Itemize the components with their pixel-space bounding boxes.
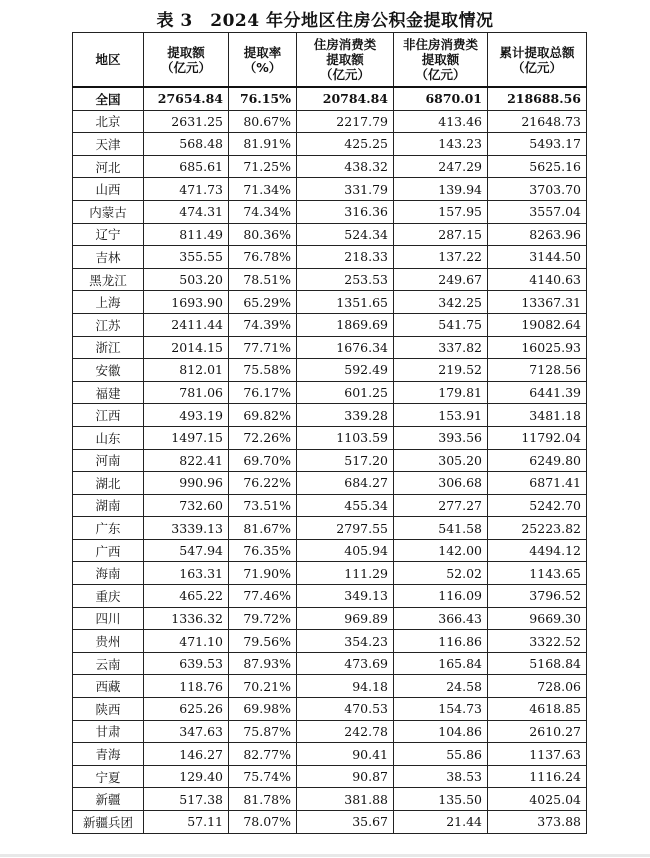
value-cell: 541.75 (394, 313, 488, 336)
value-cell: 990.96 (144, 472, 229, 495)
value-cell: 316.36 (297, 200, 394, 223)
value-cell: 6441.39 (488, 381, 587, 404)
table-row (73, 652, 587, 675)
value-cell: 2014.15 (144, 336, 229, 359)
value-cell: 69.98% (229, 698, 297, 721)
value-cell: 3144.50 (488, 246, 587, 269)
value-cell: 3796.52 (488, 585, 587, 608)
value-cell: 153.91 (394, 404, 488, 427)
value-cell: 24.58 (394, 675, 488, 698)
value-cell: 471.73 (144, 178, 229, 201)
value-cell: 470.53 (297, 698, 394, 721)
region-cell: 北京 (73, 110, 144, 133)
value-cell: 2797.55 (297, 517, 394, 540)
value-cell: 287.15 (394, 223, 488, 246)
table-row (73, 178, 587, 201)
value-cell: 165.84 (394, 652, 488, 675)
region-cell: 福建 (73, 381, 144, 404)
column-header (144, 33, 229, 88)
value-cell: 601.25 (297, 381, 394, 404)
column-header-line: 累计提取总额 (499, 44, 575, 60)
region-cell: 宁夏 (73, 765, 144, 788)
value-cell: 2631.25 (144, 110, 229, 133)
value-cell: 154.73 (394, 698, 488, 721)
region-cell: 贵州 (73, 630, 144, 653)
value-cell: 4025.04 (488, 788, 587, 811)
value-cell: 79.72% (229, 607, 297, 630)
value-cell: 87.93% (229, 652, 297, 675)
region-cell: 山西 (73, 178, 144, 201)
column-header-line: （亿元） (511, 59, 562, 75)
page-bottom-edge (0, 854, 650, 857)
value-cell: 116.09 (394, 585, 488, 608)
value-cell: 812.01 (144, 359, 229, 382)
value-cell: 2217.79 (297, 110, 394, 133)
region-cell: 甘肃 (73, 720, 144, 743)
table-row (73, 268, 587, 291)
region-cell: 全国 (73, 87, 144, 110)
region-cell: 天津 (73, 133, 144, 156)
value-cell: 78.07% (229, 811, 297, 834)
value-cell: 6871.41 (488, 472, 587, 495)
value-cell: 405.94 (297, 539, 394, 562)
region-cell: 重庆 (73, 585, 144, 608)
column-header-line: 非住房消费类 (402, 37, 478, 52)
value-cell: 438.32 (297, 155, 394, 178)
table-row (73, 788, 587, 811)
table-row (73, 200, 587, 223)
region-cell: 辽宁 (73, 223, 144, 246)
table-row (73, 404, 587, 427)
table-row (73, 675, 587, 698)
region-cell: 广西 (73, 539, 144, 562)
column-header-line: 地区 (95, 52, 121, 67)
value-cell: 1143.65 (488, 562, 587, 585)
value-cell: 157.95 (394, 200, 488, 223)
table-row (73, 449, 587, 472)
value-cell: 592.49 (297, 359, 394, 382)
value-cell: 55.86 (394, 743, 488, 766)
column-header (229, 33, 297, 88)
value-cell: 473.69 (297, 652, 394, 675)
value-cell: 1676.34 (297, 336, 394, 359)
region-cell: 湖北 (73, 472, 144, 495)
value-cell: 413.46 (394, 110, 488, 133)
value-cell: 1116.24 (488, 765, 587, 788)
value-cell: 219.52 (394, 359, 488, 382)
table-title: 表 3 2024 年分地区住房公积金提取情况 (156, 11, 494, 31)
value-cell: 5625.16 (488, 155, 587, 178)
region-cell: 吉林 (73, 246, 144, 269)
value-cell: 517.38 (144, 788, 229, 811)
value-cell: 81.91% (229, 133, 297, 156)
value-cell: 728.06 (488, 675, 587, 698)
value-cell: 71.90% (229, 562, 297, 585)
value-cell: 71.25% (229, 155, 297, 178)
column-header (488, 33, 587, 88)
value-cell: 1869.69 (297, 313, 394, 336)
value-cell: 94.18 (297, 675, 394, 698)
table-row (73, 110, 587, 133)
value-cell: 342.25 (394, 291, 488, 314)
value-cell: 142.00 (394, 539, 488, 562)
region-cell: 新疆 (73, 788, 144, 811)
table-row (73, 811, 587, 834)
value-cell: 72.26% (229, 426, 297, 449)
value-cell: 337.82 (394, 336, 488, 359)
table-row (73, 765, 587, 788)
region-cell: 江苏 (73, 313, 144, 336)
value-cell: 732.60 (144, 494, 229, 517)
value-cell: 79.56% (229, 630, 297, 653)
region-cell: 安徽 (73, 359, 144, 382)
column-header-line: 提取额 (167, 44, 205, 60)
table-row (73, 246, 587, 269)
region-cell: 四川 (73, 607, 144, 630)
value-cell: 77.71% (229, 336, 297, 359)
region-cell: 湖南 (73, 494, 144, 517)
region-cell: 河南 (73, 449, 144, 472)
table-row (73, 313, 587, 336)
value-cell: 21648.73 (488, 110, 587, 133)
value-cell: 474.31 (144, 200, 229, 223)
column-header-line: （亿元） (160, 59, 211, 75)
table-row (73, 517, 587, 540)
value-cell: 517.20 (297, 449, 394, 472)
value-cell: 4618.85 (488, 698, 587, 721)
region-cell: 青海 (73, 743, 144, 766)
national-total-row (73, 87, 587, 110)
value-cell: 373.88 (488, 811, 587, 834)
value-cell: 277.27 (394, 494, 488, 517)
value-cell: 547.94 (144, 539, 229, 562)
value-cell: 74.39% (229, 313, 297, 336)
value-cell: 69.82% (229, 404, 297, 427)
value-cell: 19082.64 (488, 313, 587, 336)
value-cell: 80.67% (229, 110, 297, 133)
value-cell: 349.13 (297, 585, 394, 608)
value-cell: 16025.93 (488, 336, 587, 359)
value-cell: 75.74% (229, 765, 297, 788)
value-cell: 249.67 (394, 268, 488, 291)
column-header-line: 提取额 (421, 52, 460, 67)
table-row (73, 698, 587, 721)
value-cell: 81.67% (229, 517, 297, 540)
value-cell: 305.20 (394, 449, 488, 472)
value-cell: 81.78% (229, 788, 297, 811)
region-cell: 广东 (73, 517, 144, 540)
table-row (73, 133, 587, 156)
region-cell: 黑龙江 (73, 268, 144, 291)
column-header-line: （亿元） (415, 67, 466, 82)
value-cell: 306.68 (394, 472, 488, 495)
value-cell: 568.48 (144, 133, 229, 156)
value-cell: 3481.18 (488, 404, 587, 427)
value-cell: 524.34 (297, 223, 394, 246)
value-cell: 393.56 (394, 426, 488, 449)
value-cell: 27654.84 (144, 87, 229, 110)
value-cell: 90.87 (297, 765, 394, 788)
value-cell: 179.81 (394, 381, 488, 404)
value-cell: 20784.84 (297, 87, 394, 110)
value-cell: 2610.27 (488, 720, 587, 743)
region-cell: 山东 (73, 426, 144, 449)
table-row (73, 381, 587, 404)
value-cell: 76.22% (229, 472, 297, 495)
value-cell: 146.27 (144, 743, 229, 766)
region-cell: 江西 (73, 404, 144, 427)
value-cell: 82.77% (229, 743, 297, 766)
column-header-line: 提取率 (243, 44, 282, 60)
table-row (73, 291, 587, 314)
value-cell: 1103.59 (297, 426, 394, 449)
value-cell: 74.34% (229, 200, 297, 223)
value-cell: 104.86 (394, 720, 488, 743)
value-cell: 639.53 (144, 652, 229, 675)
value-cell: 75.58% (229, 359, 297, 382)
value-cell: 425.25 (297, 133, 394, 156)
table-row (73, 336, 587, 359)
value-cell: 822.41 (144, 449, 229, 472)
region-cell: 新疆兵团 (73, 811, 144, 834)
value-cell: 1137.63 (488, 743, 587, 766)
table-row (73, 359, 587, 382)
value-cell: 2411.44 (144, 313, 229, 336)
region-cell: 云南 (73, 652, 144, 675)
value-cell: 781.06 (144, 381, 229, 404)
value-cell: 339.28 (297, 404, 394, 427)
value-cell: 65.29% (229, 291, 297, 314)
value-cell: 247.29 (394, 155, 488, 178)
value-cell: 73.51% (229, 494, 297, 517)
value-cell: 69.70% (229, 449, 297, 472)
value-cell: 9669.30 (488, 607, 587, 630)
value-cell: 218688.56 (488, 87, 587, 110)
value-cell: 77.46% (229, 585, 297, 608)
value-cell: 3703.70 (488, 178, 587, 201)
value-cell: 21.44 (394, 811, 488, 834)
value-cell: 7128.56 (488, 359, 587, 382)
table-row (73, 630, 587, 653)
value-cell: 75.87% (229, 720, 297, 743)
table-body (73, 87, 587, 833)
value-cell: 71.34% (229, 178, 297, 201)
region-cell: 河北 (73, 155, 144, 178)
value-cell: 143.23 (394, 133, 488, 156)
value-cell: 25223.82 (488, 517, 587, 540)
value-cell: 242.78 (297, 720, 394, 743)
value-cell: 471.10 (144, 630, 229, 653)
value-cell: 381.88 (297, 788, 394, 811)
value-cell: 503.20 (144, 268, 229, 291)
table-row (73, 472, 587, 495)
table-row (73, 426, 587, 449)
value-cell: 163.31 (144, 562, 229, 585)
value-cell: 218.33 (297, 246, 394, 269)
value-cell: 76.78% (229, 246, 297, 269)
value-cell: 5168.84 (488, 652, 587, 675)
value-cell: 969.89 (297, 607, 394, 630)
table-row (73, 743, 587, 766)
withdrawal-table (72, 32, 587, 834)
value-cell: 76.35% (229, 539, 297, 562)
value-cell: 455.34 (297, 494, 394, 517)
value-cell: 38.53 (394, 765, 488, 788)
value-cell: 129.40 (144, 765, 229, 788)
value-cell: 684.27 (297, 472, 394, 495)
value-cell: 35.67 (297, 811, 394, 834)
value-cell: 625.26 (144, 698, 229, 721)
column-header-line: （%） (243, 59, 282, 75)
value-cell: 4494.12 (488, 539, 587, 562)
region-cell: 西藏 (73, 675, 144, 698)
value-cell: 355.55 (144, 246, 229, 269)
value-cell: 1336.32 (144, 607, 229, 630)
value-cell: 6249.80 (488, 449, 587, 472)
value-cell: 139.94 (394, 178, 488, 201)
table-row (73, 494, 587, 517)
value-cell: 493.19 (144, 404, 229, 427)
value-cell: 685.61 (144, 155, 229, 178)
value-cell: 11792.04 (488, 426, 587, 449)
region-cell: 浙江 (73, 336, 144, 359)
value-cell: 5493.17 (488, 133, 587, 156)
column-header-line: （亿元） (319, 67, 370, 82)
value-cell: 76.15% (229, 87, 297, 110)
value-cell: 76.17% (229, 381, 297, 404)
region-cell: 内蒙古 (73, 200, 144, 223)
region-cell: 陕西 (73, 698, 144, 721)
value-cell: 347.63 (144, 720, 229, 743)
value-cell: 78.51% (229, 268, 297, 291)
table-row (73, 539, 587, 562)
value-cell: 3339.13 (144, 517, 229, 540)
column-header-line: 提取额 (326, 52, 364, 67)
value-cell: 6870.01 (394, 87, 488, 110)
value-cell: 5242.70 (488, 494, 587, 517)
value-cell: 90.41 (297, 743, 394, 766)
table-row (73, 720, 587, 743)
header-row (73, 33, 587, 88)
value-cell: 118.76 (144, 675, 229, 698)
value-cell: 3322.52 (488, 630, 587, 653)
value-cell: 253.53 (297, 268, 394, 291)
column-header (297, 33, 394, 88)
table-row (73, 607, 587, 630)
value-cell: 354.23 (297, 630, 394, 653)
value-cell: 465.22 (144, 585, 229, 608)
value-cell: 137.22 (394, 246, 488, 269)
value-cell: 1497.15 (144, 426, 229, 449)
column-header (73, 33, 144, 88)
value-cell: 811.49 (144, 223, 229, 246)
value-cell: 541.58 (394, 517, 488, 540)
value-cell: 116.86 (394, 630, 488, 653)
value-cell: 80.36% (229, 223, 297, 246)
value-cell: 57.11 (144, 811, 229, 834)
value-cell: 52.02 (394, 562, 488, 585)
column-header (394, 33, 488, 88)
table-row (73, 562, 587, 585)
value-cell: 70.21% (229, 675, 297, 698)
value-cell: 111.29 (297, 562, 394, 585)
value-cell: 4140.63 (488, 268, 587, 291)
value-cell: 331.79 (297, 178, 394, 201)
table-row (73, 155, 587, 178)
value-cell: 8263.96 (488, 223, 587, 246)
value-cell: 3557.04 (488, 200, 587, 223)
value-cell: 135.50 (394, 788, 488, 811)
column-header-line: 住房消费类 (313, 37, 377, 52)
table-row (73, 585, 587, 608)
value-cell: 366.43 (394, 607, 488, 630)
value-cell: 1693.90 (144, 291, 229, 314)
region-cell: 上海 (73, 291, 144, 314)
table-row (73, 223, 587, 246)
region-cell: 海南 (73, 562, 144, 585)
value-cell: 1351.65 (297, 291, 394, 314)
value-cell: 13367.31 (488, 291, 587, 314)
